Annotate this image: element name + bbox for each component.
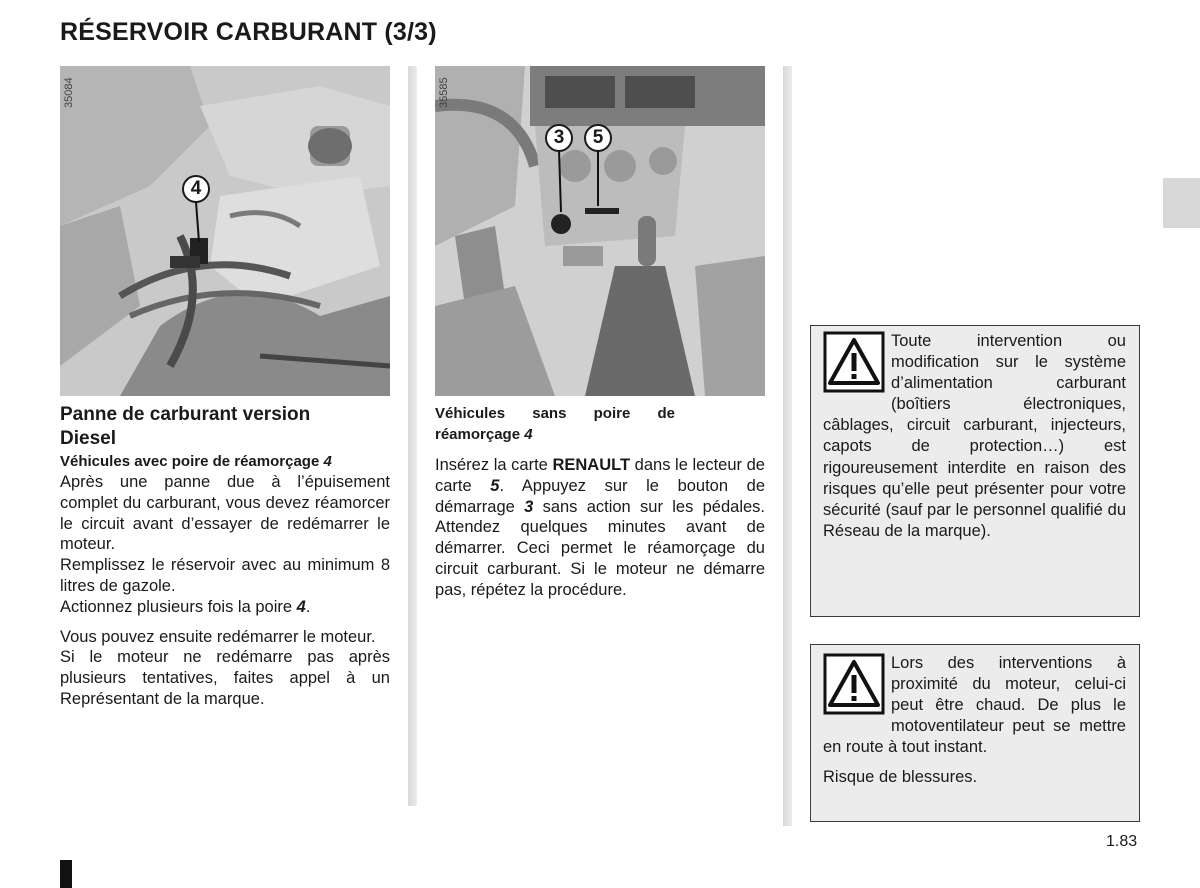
warning-text: Lors des interventions à proximité du moteur, celui-ci peut être chaud. De plus le motoventilateur peut se mettre en route à tout instant. (823, 654, 1126, 757)
photo-reference-code: 35585 (438, 77, 450, 108)
middle-column-text (435, 403, 765, 601)
warning-text: Risque de blessures. (823, 768, 978, 787)
callout-5: 5 (584, 124, 612, 152)
engine-bay-illustration (60, 66, 390, 396)
paragraph: Insérez la carte RENAULT dans le lecteur de carte 5. Appuyez sur le bouton de démarrage 3 sans action sur les pédales. Attendez quelques minutes avant de démarrer. Ceci permet le réamorçage du circuit carburant. Si le moteur ne démarre pas, répétez la procédure. (435, 456, 765, 599)
warning-text: Toute intervention ou modification sur le système d’alimentation carburant (boîtiers électroniques, câblages, circuit carburant, injecteurs, capots de protection…) est rigoureusement interdite en raison des risques qu’elle peut présenter pour votre sécurité (sauf par le personnel qualifié du Réseau de la marque). (823, 332, 1126, 540)
page-number: 1.83 (1106, 833, 1138, 850)
paragraph: Vous pouvez ensuite redémarrer le moteur. (60, 627, 376, 646)
dashboard-photo (435, 66, 765, 396)
warning-triangle-icon (823, 653, 885, 715)
section-tab (1163, 178, 1200, 228)
photo-reference-code: 35084 (63, 77, 75, 108)
page-title: RÉSERVOIR CARBURANT (3/3) (60, 18, 437, 46)
engine-bay-photo (60, 66, 390, 396)
column-separator (783, 66, 792, 826)
paragraph: Si le moteur ne redémarre pas après plusieurs tentatives, faites appel à un Représentant de la marque. (60, 648, 390, 708)
warning-box (810, 325, 1140, 617)
callout-4: 4 (182, 175, 210, 203)
dashboard-illustration (435, 66, 765, 396)
warning-triangle-icon (823, 331, 885, 393)
callout-leader-line (185, 202, 225, 252)
callout-leader-lines (545, 150, 605, 220)
warning-box (810, 644, 1140, 822)
page-edge-marker (60, 860, 72, 888)
subheading: Véhicules sans poire de réamorçage 4 (435, 405, 675, 443)
left-column-text (60, 403, 390, 710)
paragraph: Après une panne due à l’épuisement complet du carburant, vous devez réamorcer le circuit avant d’essayer de redémarrer le moteur. (60, 473, 390, 554)
section-heading: Panne de carburant version Diesel (60, 404, 311, 449)
column-separator (408, 66, 417, 806)
paragraph: Actionnez plusieurs fois la poire 4. (60, 597, 311, 616)
subheading: Véhicules avec poire de réamorçage 4 (60, 453, 332, 470)
paragraph: Remplissez le réservoir avec au minimum 8 litres de gazole. (60, 556, 390, 595)
callout-3: 3 (545, 124, 573, 152)
